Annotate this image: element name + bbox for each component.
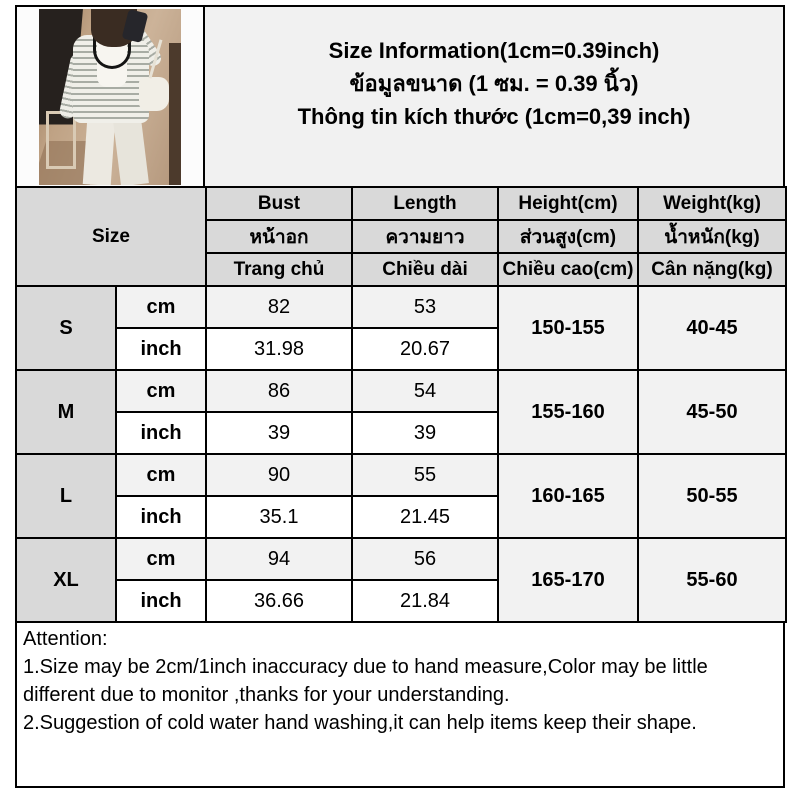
cell-xl-length-cm: 56: [352, 538, 498, 580]
cell-m-length-cm: 54: [352, 370, 498, 412]
cell-xl-bust-cm: 94: [206, 538, 352, 580]
unit-inch: inch: [116, 496, 206, 538]
top-band: [15, 5, 785, 188]
height-header-en: Height(cm): [498, 187, 638, 220]
photo-pants-leg: [113, 117, 149, 184]
cell-xl-length-inch: 21.84: [352, 580, 498, 622]
cell-s-length-inch: 20.67: [352, 328, 498, 370]
weight-header-th: น้ำหนัก(kg): [638, 220, 786, 253]
cell-l-length-inch: 21.45: [352, 496, 498, 538]
cell-m-bust-cm: 86: [206, 370, 352, 412]
cell-l-height: 160-165: [498, 454, 638, 538]
photo-cell: [17, 7, 205, 186]
title-thai: ข้อมูลขนาด (1 ซม. = 0.39 นิ้ว): [349, 71, 639, 96]
cell-m-weight: 45-50: [638, 370, 786, 454]
bust-header-en: Bust: [206, 187, 352, 220]
cell-m-bust-inch: 39: [206, 412, 352, 454]
row-l-cm: [16, 454, 786, 496]
attention-note-1: 1.Size may be 2cm/1inch inaccuracy due to hand measure,Color may be little different due to monitor ,thanks for your understanding.: [23, 656, 708, 706]
photo-pants-leg: [83, 118, 116, 185]
weight-header-en: Weight(kg): [638, 187, 786, 220]
title-block: [205, 7, 783, 186]
cell-m-height: 155-160: [498, 370, 638, 454]
cell-s-weight: 40-45: [638, 286, 786, 370]
title-english: Size Information(1cm=0.39inch): [328, 38, 660, 63]
cell-s-bust-inch: 31.98: [206, 328, 352, 370]
cell-s-height: 150-155: [498, 286, 638, 370]
photo-bag: [139, 77, 169, 111]
size-label-l: L: [16, 454, 116, 538]
cell-l-length-cm: 55: [352, 454, 498, 496]
size-label-s: S: [16, 286, 116, 370]
photo-wall-strip: [169, 43, 181, 185]
size-label-m: M: [16, 370, 116, 454]
size-label-xl: XL: [16, 538, 116, 622]
size-table: [15, 186, 787, 623]
row-m-cm: [16, 370, 786, 412]
weight-header-vi: Cân nặng(kg): [638, 253, 786, 286]
title-vietnamese: Thông tin kích thước (1cm=0,39 inch): [297, 104, 691, 129]
cell-l-bust-cm: 90: [206, 454, 352, 496]
corner-size-label: Size: [16, 187, 206, 286]
cell-l-weight: 50-55: [638, 454, 786, 538]
bust-header-th: หน้าอก: [206, 220, 352, 253]
unit-cm: cm: [116, 286, 206, 328]
bust-header-vi: Trang chủ: [206, 253, 352, 286]
cell-xl-weight: 55-60: [638, 538, 786, 622]
unit-inch: inch: [116, 580, 206, 622]
photo-mirror-frame: [46, 111, 76, 169]
unit-cm: cm: [116, 538, 206, 580]
length-header-en: Length: [352, 187, 498, 220]
height-header-vi: Chiều cao(cm): [498, 253, 638, 286]
unit-inch: inch: [116, 412, 206, 454]
cell-l-bust-inch: 35.1: [206, 496, 352, 538]
cell-s-bust-cm: 82: [206, 286, 352, 328]
header-row-en: [16, 187, 786, 220]
unit-cm: cm: [116, 454, 206, 496]
product-photo: [39, 9, 181, 185]
cell-s-length-cm: 53: [352, 286, 498, 328]
attention-note: [15, 621, 785, 788]
size-chart-sheet: [15, 5, 785, 788]
cell-m-length-inch: 39: [352, 412, 498, 454]
cell-xl-bust-inch: 36.66: [206, 580, 352, 622]
cell-xl-height: 165-170: [498, 538, 638, 622]
unit-inch: inch: [116, 328, 206, 370]
length-header-th: ความยาว: [352, 220, 498, 253]
row-s-cm: [16, 286, 786, 328]
length-header-vi: Chiều dài: [352, 253, 498, 286]
attention-heading: Attention:: [23, 628, 108, 650]
row-xl-cm: [16, 538, 786, 580]
attention-note-2: 2.Suggestion of cold water hand washing,it can help items keep their shape.: [23, 712, 697, 734]
unit-cm: cm: [116, 370, 206, 412]
height-header-th: ส่วนสูง(cm): [498, 220, 638, 253]
